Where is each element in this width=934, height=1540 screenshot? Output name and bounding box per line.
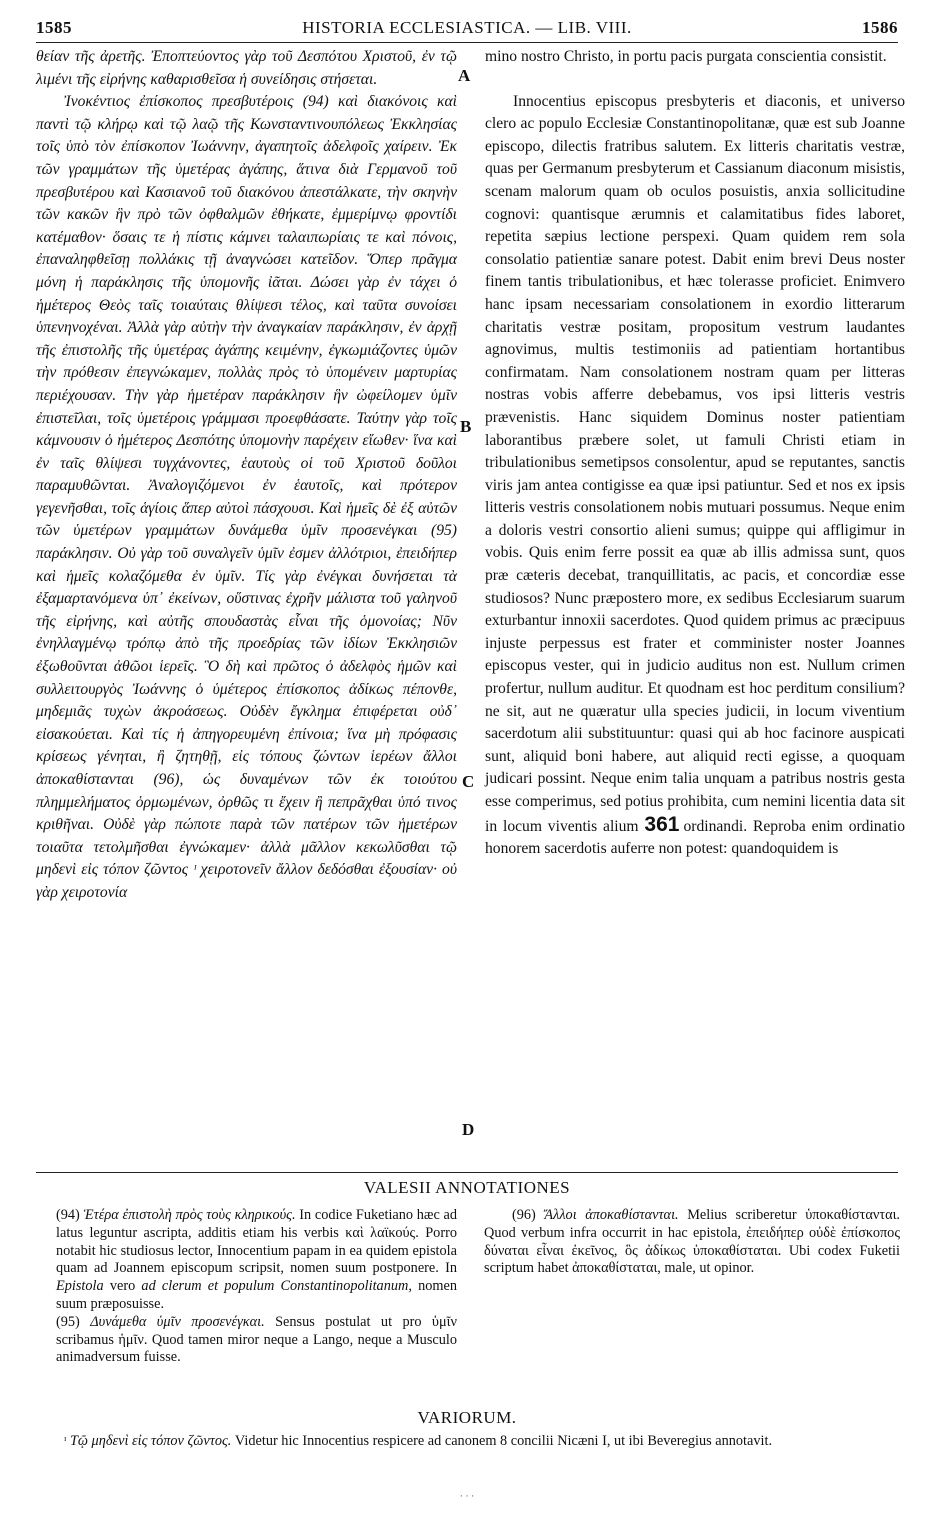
right-page-number: 1586 (862, 18, 898, 37)
greek-paragraph-1: θείαν τῆς ἀρετῆς. Ἐποπτεύοντος γὰρ τοῦ Δεσπότου Χριστοῦ, ἐν τῷ λιμένι τῆς εἰρήνης καθαρισθεῖσα ἡ συνείδησις στήσεται. (36, 48, 457, 88)
column-number: 361 (644, 812, 680, 836)
variorum-note (36, 1433, 898, 1451)
greek-column (36, 46, 457, 905)
variorum-text: Videtur hic Innocentius respicere ad canonem 8 concilii Nicæni I, ut ibi Beveregius annotavit. (234, 1433, 773, 1449)
note-94-italic-2: ad clerum et populum Constantinopolitanum, (141, 1278, 412, 1295)
variorum-mark: ᶦ (64, 1433, 67, 1449)
greek-paragraph-2: Ἰνοκέντιος ἐπίσκοπος πρεσβυτέροις (94) καὶ διακόνοις καὶ παντὶ τῷ κλήρῳ καὶ τῷ λαῷ τῆς Κωνσταντινουπόλεως Ἐκκλησίας τοῖς ὑπὸ τὸν ἐπίσκοπον Ἰωάννην, ἀγαπητοῖς ἀδελφοῖς χαίρειν. Ἐκ τῶν γραμμάτων τῆς ὑμετέρας ἀγάπης, ἅτινα διὰ Γερμανοῦ τοῦ πρεσβυτέρου καὶ Κασιανοῦ τοῦ διακόνου ἀπεστάλκατε, τὴν σκηνὴν τῶν κακῶν ἣν πρὸ τῶν ὀφθαλμῶν ἐθήκατε, ἐμμερίμνῳ φροντίδι κατέμαθον· ὅσαις τε ἡ πίστις κάμνει ταλαιπωρίαις τε καὶ πόνοις, ἐπαναληφθεῖσῃ πολλάκις τῇ ἀναγνώσει κατεῖδον. Ὅπερ πρᾶγμα μόνη ἡ παράκλησις τῆς ὑπομονῆς ἰᾶται. Δώσει γὰρ ἐν τάχει ὁ ἡμέτερος Θεὸς ταῖς τοιαύταις θλίψεσι τέλος, καὶ ταῦτα συνοίσει ὑπενηνοχέναι. Ἀλλὰ γὰρ αὐτὴν τὴν ἀναγκαίαν παράκλησιν, ἐν ἀρχῇ τῆς ἐπιστολῆς τῆς ὑμετέρας ἀγάπης κειμένην, ἐγκωμιάζοντες ὑμῶν τὴν πρόθεσιν ἐπεγνώκαμεν, πολλὰς πρὸς τὸ ὑπομένειν μαρτυρίας περιέχουσαν. Τὴν γὰρ ἡμετέραν παράκλησιν ἣν ὠφείλομεν ὑμῖν ἐπιστεῖλαι, τοῖς ὑμετέροις γράμμασι προεφθάσατε. Ταύτην γὰρ τοῖς κάμνουσιν ὁ ἡμέτερος Δεσπότης ὑπομονὴν παρέχειν εἴωθεν· ἵνα καὶ ἐν ταῖς θλίψεσι τυγχάνοντες, ἑαυτοὺς οἱ τοῦ Χριστοῦ δοῦλοι παραμυθῶνται. Ἀναλογιζόμενοι ἐν ἑαυτοῖς, καὶ πρότερον γεγενῆσθαι, τοῖς ἁγίοις ἅπερ αὐτοὶ πάσχουσι. Καὶ ἡμεῖς δὲ ἐξ αὐτῶν τῶν ὑμετέρων γραμμάτων δυνάμεθα ὑμῖν προσενέγκαι (95) παράκλησιν. Οὐ γὰρ τοῦ συναλγεῖν ὑμῖν ἐσμεν ἀλλότριοι, ἐπειδήπερ καὶ ἡμεῖς κολαζόμεθα ἐν ὑμῖν. Τίς γὰρ ἐνέγκαι δυνήσεται τὰ ἐξαμαρτανόμενα ὑπ᾽ ἐκείνων, οὕστινας ἐχρῆν μάλιστα τοῦ γαληνοῦ τῆς εἰρήνης, καὶ αὐτῆς σπουδαστὰς εἶναι τῆς ὁμονοίας; Νῦν ἐνηλλαγμένῳ τρόπῳ ἀπὸ τῆς προεδρίας τῶν ἰδίων Ἐκκλησιῶν ἐξωθοῦνται ἀθῶοι ἱερεῖς. Ὃ δὴ καὶ πρῶτος ὁ ἀδελφὸς ἡμῶν καὶ συλλειτουργὸς Ἰωάννης ὁ ὑμέτερος ἐπίσκοπος ἀδίκως πέπονθε, μηδεμιᾶς τυχὼν ἀκροάσεως. Οὐδὲν ἔγκλημα ἐπιφέρεται οὐδ᾽ εἰσακούεται. Καὶ τίς ἡ ἀπηγορευμένη ἐπίνοια; ἵνα μὴ πρόφασις κρίσεως γένηται, ἢ ζητηθῇ, εἰς τόπους ζώντων ἱερέων ἄλλοι ἀποκαθίστανται (96), ὡς δυναμένων τῶν ἐκ τοιούτου πλημμελήματος ὁρμωμένων, ὀρθῶς τι ἔχειν ἢ πεπρᾶχθαι ὑπό τινος κριθῆναι. Οὐδὲ γὰρ πώποτε παρὰ τῶν πατέρων τῶν ἡμετέρων τοιαῦτα τετολμῆσθαι ἐγνώκαμεν· ἀλλὰ μᾶλλον κεκωλῦσθαι τῷ μηδενὶ εἰς τόπον ζῶντος ᶦ χειροτονεῖν ἄλλον δεδόσθαι ἐξουσίαν· οὐ γὰρ χειροτονία (36, 93, 457, 901)
annotations-title: VALESII ANNOTATIONES (363, 1178, 571, 1197)
margin-marker-c: C (462, 772, 475, 791)
margin-marker-d: D (462, 1120, 475, 1139)
note-94-text-3: nomen suum præposuisse. (56, 1278, 457, 1312)
annotations-right (484, 1207, 900, 1278)
latin-column (485, 46, 905, 861)
note-96-lemma: Ἄλλοι ἀποκαθίστανται. (544, 1207, 679, 1223)
note-95-number: (95) (56, 1313, 80, 1330)
note-94-text: In codice Fuketiano hæc ad latus leguntur ascripta, additis etiam his verbis καὶ λαϊκούς. Porro notabit hic studiosus lector, Innocentium papam in ea quidem epistola quam ad Joannem episcopum scripsit, nomen suum postponere. In (56, 1207, 458, 1277)
note-96-number: (96) (512, 1207, 536, 1223)
note-94-text-2: vero (109, 1278, 136, 1295)
margin-marker-b: B (460, 417, 472, 436)
page-header (36, 18, 898, 42)
note-95 (56, 1314, 457, 1367)
latin-paragraph-2 (485, 91, 905, 861)
notes-separator (36, 1172, 898, 1173)
margin-marker-a: A (458, 66, 471, 85)
note-94-italic: Epistola (56, 1278, 104, 1295)
note-94-lemma: Ἑτέρα ἐπιστολὴ πρὸς τοὺς κληρικούς. (83, 1207, 296, 1223)
latin-paragraph-2-end: ordinandi. Reproba enim ordinatio honorem sacerdotis auferre non potest: quandoquidem is (485, 817, 905, 858)
header-rule (36, 42, 898, 43)
annotations-left (56, 1207, 457, 1367)
latin-paragraph-2-text: Innocentius episcopus presbyteris et diaconis, et universo clero ac populo Ecclesiæ Constantinopolitanæ, quæ est sub Joanne episcopo, dilectis fratribus salutem. Ex litteris charitatis vestræ, quas per Germanum presbyterum et Cassianum diaconum misistis, scenam malorum quam ob oculos posuistis, anxia sollicitudine cognovi: quantisque ærumnis et calamitatibus fides laboret, repetita sæpius lectione perspexi. Quam quidem rem sola consolatio patientiæ sanare potest. Dabit enim brevi Deus noster finem tantis tribulationibus, et hæc tolerasse proficiet. Enimvero hanc ipsam necessariam consolationem in exordio litterarum charitatis vestræ positam, propositum vestrum laudantes agnovimus, multis testimoniis ad patientiam hortantibus confirmatam. Nam consolationem nostram quam per litteras nostras vobis afferre debebamus, vos ipsi litteris vestris prævenistis. Hanc siquidem Dominus noster patientiam laborantibus præbere solet, ut famuli Christi etiam in tribulationibus semetipsos consolentur, apud se reputantes, sanctis viris jam antea contigisse ea quæ ipsi patiuntur. Sed et nos ex ipsis litteris vestris consolationem nobis mutuari possumus. Neque enim a doloris vestri consortio alieni sumus; quippe qui affligimur in vobis. Quis enim ferre possit ea quæ ab illis admissa sunt, quos præ cæteris decebat, tranquillitatis, ac pacis, et concordiæ esse studiosos? Nunc præpostero more, ex sedibus Ecclesiarum suarum exturbantur innoxii sacerdotes. Quod quidem primus ac præcipuus injuste perpessus est frater et comminister noster Joannes episcopus vester, qui in judicio auditus non est. Nullum crimen profertur, nullum auditur. Et quodnam est hoc perditum consilium? ne sit, aut ne quæratur ulla species judicii, in locum viventium sacerdotum alii substituuntur: quasi qui ab hoc facinore auspicati sunt, aliquid boni habere, aut aliquid recti egisse, a quoquam judicari possint. Neque enim talia unquam a patribus nostris gesta esse comperimus, sed potius prohibita, cum nemini licentia data sit in locum viventis alium (485, 92, 905, 835)
running-title: HISTORIA ECCLESIASTICA. — LIB. VIII. (302, 18, 632, 37)
note-96-text: Melius scriberetur ὑποκαθίστανται. Quod verbum infra occurrit in hac epistola, ἐπειδήπερ οὐδὲ ἐπίσκοπος δύναται εἶναι ἐκεῖνος, ὃς ἀδίκως ὑποκαθίσταται. Ubi codex Fuketii scriptum habet ἀποκαθίσταται, male, ut opinor. (484, 1207, 900, 1277)
paragraph-gap (485, 69, 905, 91)
note-94-number: (94) (56, 1207, 80, 1223)
variorum-lemma: Τῷ μηδενὶ εἰς τόπον ζῶντος. (69, 1433, 232, 1449)
note-95-lemma: Δυνάμεθα ὑμῖν προσενέγκαι. (90, 1313, 265, 1330)
note-94 (56, 1207, 457, 1314)
note-96 (484, 1207, 900, 1278)
variorum-title: VARIORUM. (417, 1408, 517, 1427)
note-95-text: Sensus postulat ut pro ὑμῖν scribamus ἡμῖν. Quod tamen miror neque a Lango, neque a Musculo animadversum fuisse. (56, 1313, 457, 1366)
latin-paragraph-1: mino nostro Christo, in portu pacis purgata conscientia consistit. (485, 48, 887, 65)
printer-mark: · · · (459, 1492, 475, 1502)
left-page-number: 1585 (36, 18, 72, 37)
